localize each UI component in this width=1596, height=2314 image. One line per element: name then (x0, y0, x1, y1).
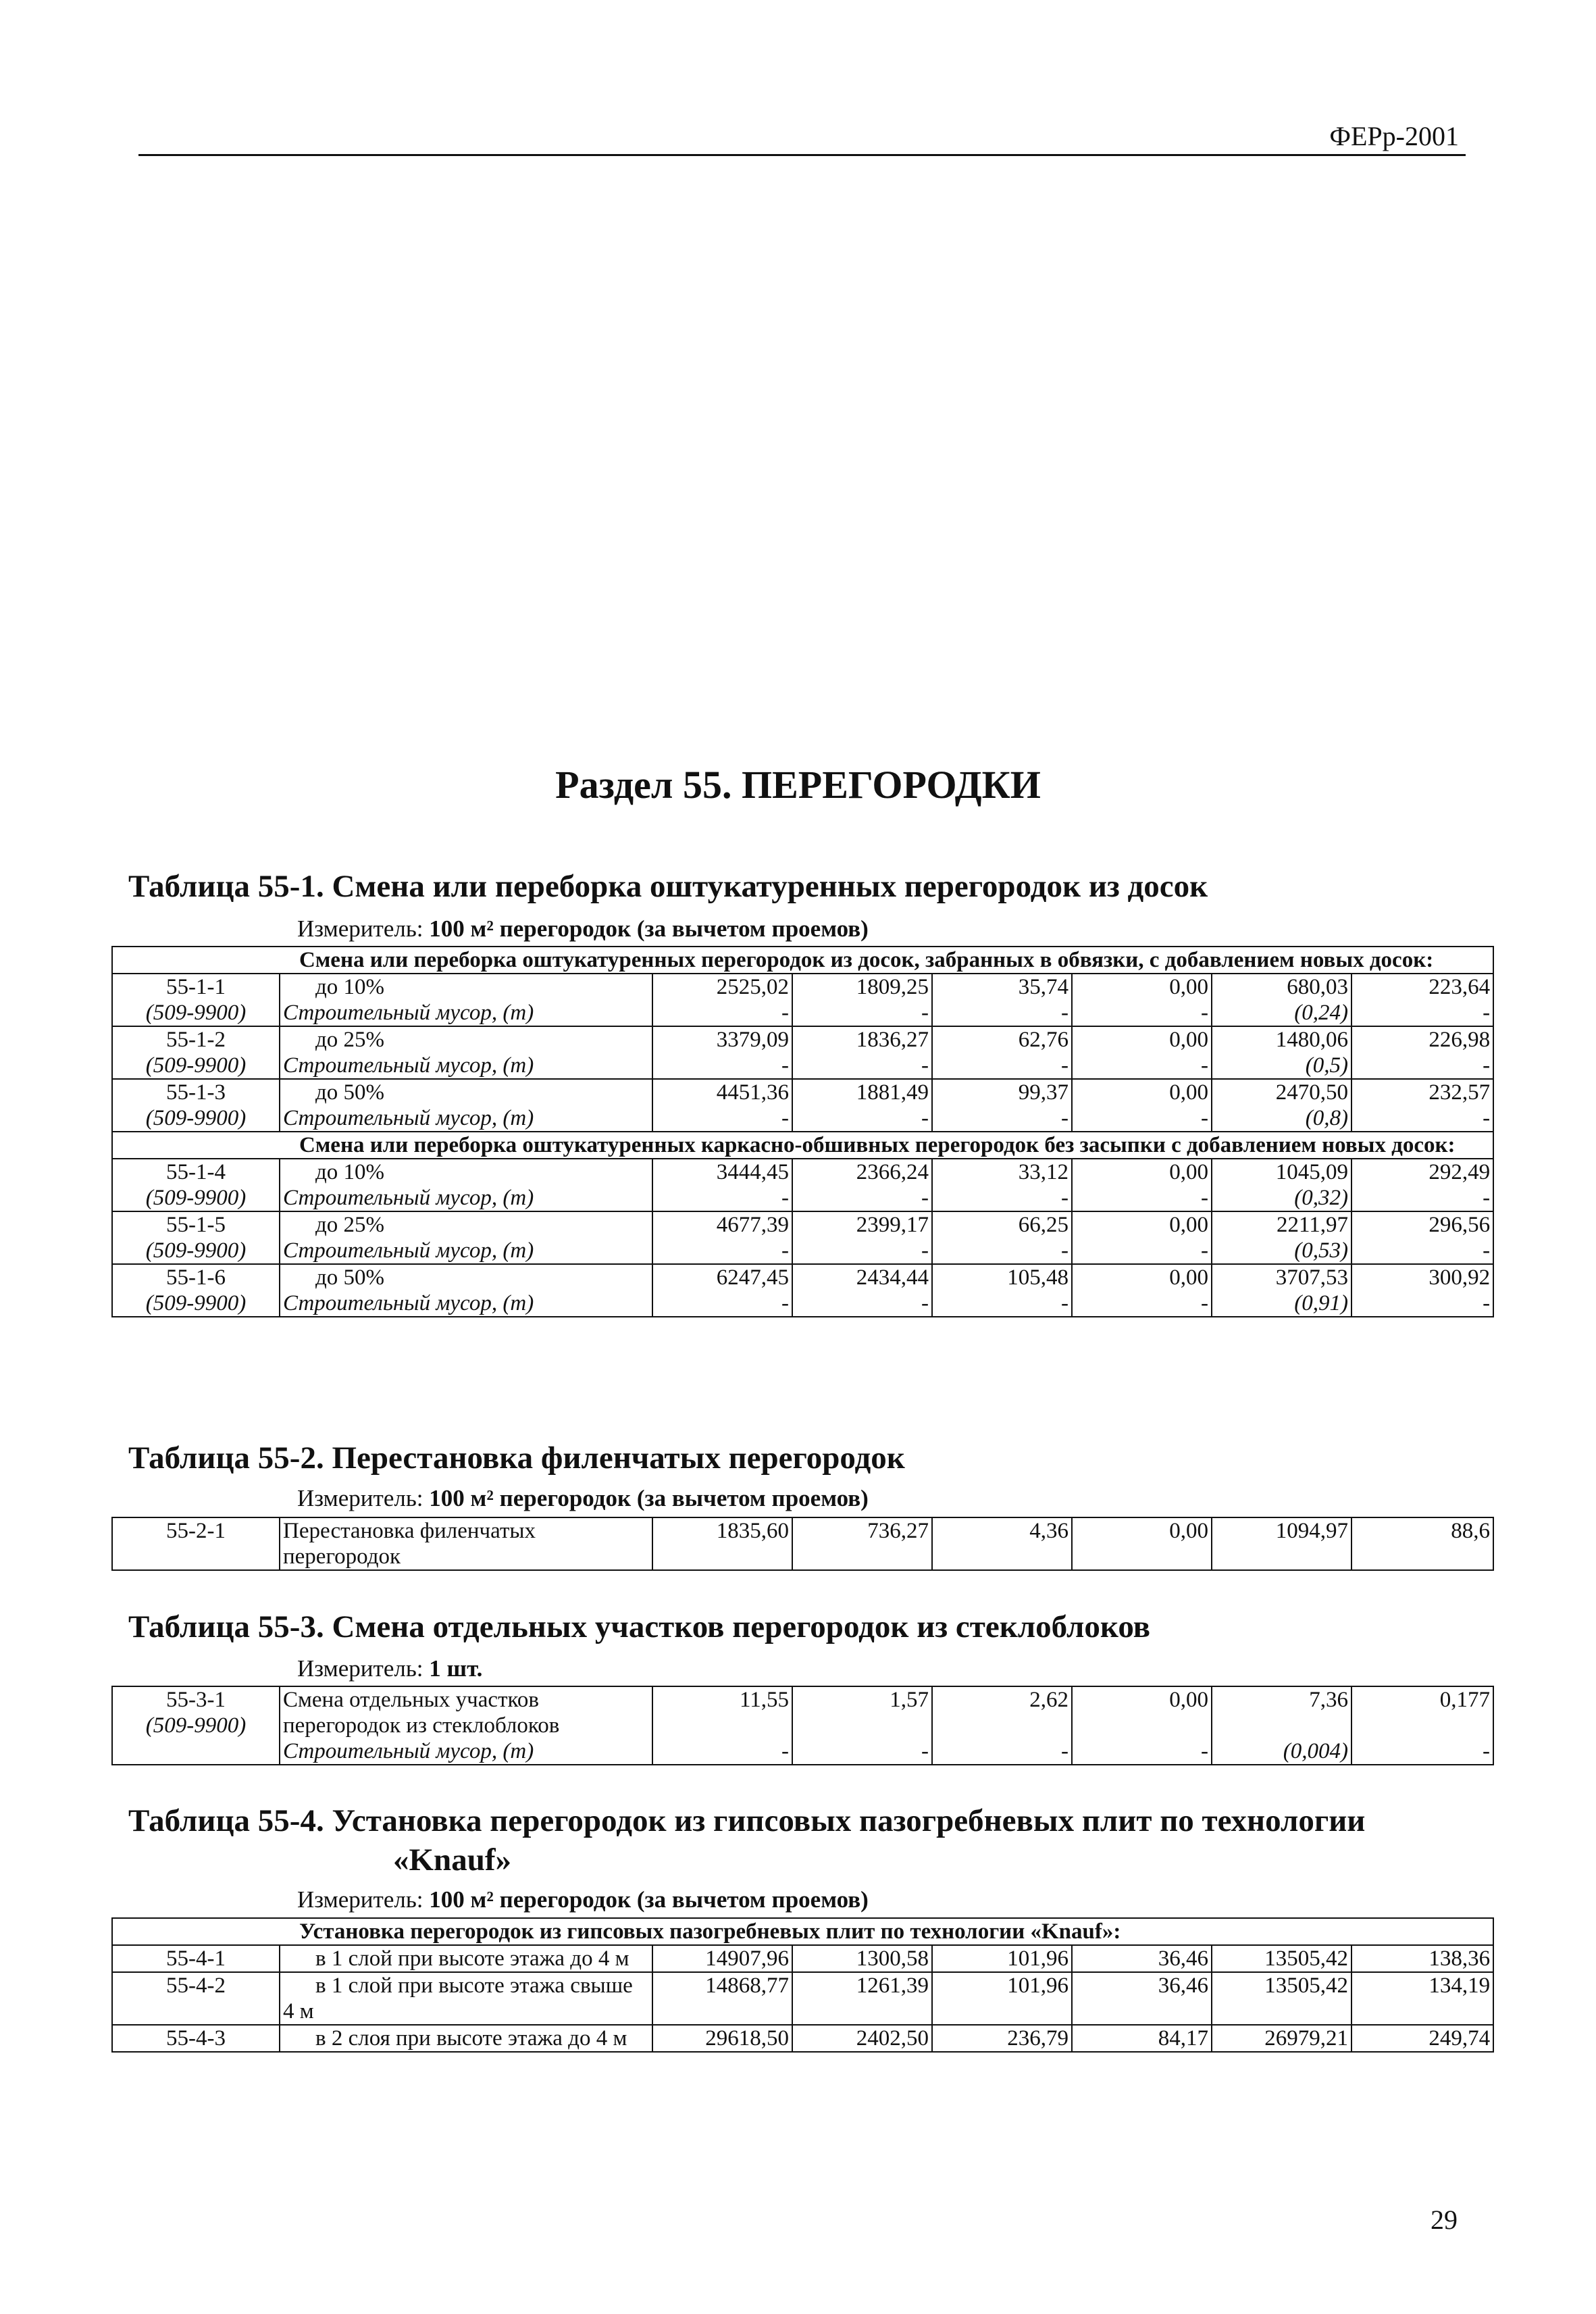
value-cell: 0,00 - (1072, 1079, 1212, 1132)
row-name: до 50% Строительный мусор, (т) (280, 1079, 652, 1132)
value-cell: 226,98 - (1352, 1026, 1493, 1079)
row-code: 55-1-3 (509-9900) (112, 1079, 280, 1132)
value-cell: 62,76 - (932, 1026, 1072, 1079)
meter-line (297, 1485, 869, 1512)
value-cell: 249,74 (1352, 2025, 1493, 2052)
value-cell: 0,00 (1072, 1517, 1212, 1570)
value-cell: 1094,97 (1212, 1517, 1352, 1570)
row-code: 55-4-1 (112, 1945, 280, 1972)
table-title: Таблица 55-4. Установка перегородок из гипсовых пазогребневых плит по технологии (128, 1803, 1366, 1838)
value-cell: 1809,25 - (792, 974, 932, 1026)
meter-value: 100 м² перегородок (за вычетом проемов) (429, 1886, 869, 1913)
section-title: Раздел 55. ПЕРЕГОРОДКИ (555, 763, 1041, 807)
table-55-3 (111, 1686, 1494, 1765)
value-cell: 4,36 (932, 1517, 1072, 1570)
row-name: до 10% Строительный мусор, (т) (280, 974, 652, 1026)
table-title: Таблица 55-3. Смена отдельных участков перегородок из стеклоблоков (128, 1609, 1151, 1644)
value-cell: 84,17 (1072, 2025, 1212, 2052)
value-cell: 3379,09 - (652, 1026, 792, 1079)
row-code: 55-1-2 (509-9900) (112, 1026, 280, 1079)
value-cell: 134,19 (1352, 1972, 1493, 2025)
table-row (112, 1517, 1493, 1570)
table-55-1 (111, 946, 1494, 1317)
group-heading-row (112, 1132, 1493, 1159)
value-cell: 2525,02 - (652, 974, 792, 1026)
table-row (112, 1159, 1493, 1211)
group-heading: Установка перегородок из гипсовых пазогребневых плит по технологии «Knauf»: (112, 1918, 1493, 1945)
value-cell: 0,177 - (1352, 1686, 1493, 1765)
value-cell: 7,36 (0,004) (1212, 1686, 1352, 1765)
value-cell: 1836,27 - (792, 1026, 932, 1079)
row-code: 55-4-3 (112, 2025, 280, 2052)
value-cell: 292,49 - (1352, 1159, 1493, 1211)
row-name: до 25% Строительный мусор, (т) (280, 1211, 652, 1264)
row-code: 55-1-1 (509-9900) (112, 974, 280, 1026)
row-name: в 2 слоя при высоте этажа до 4 м (280, 2025, 652, 2052)
meter-value: 100 м² перегородок (за вычетом проемов) (429, 915, 869, 942)
value-cell: 0,00 - (1072, 974, 1212, 1026)
value-cell: 0,00 - (1072, 1686, 1212, 1765)
value-cell: 2366,24 - (792, 1159, 932, 1211)
value-cell: 1835,60 (652, 1517, 792, 1570)
table-row (112, 1972, 1493, 2025)
value-cell: 6247,45 - (652, 1264, 792, 1317)
value-cell: 1,57 - (792, 1686, 932, 1765)
meter-label: Измеритель: (297, 915, 423, 942)
value-cell: 1480,06 (0,5) (1212, 1026, 1352, 1079)
value-cell: 0,00 - (1072, 1264, 1212, 1317)
group-heading: Смена или переборка оштукатуренных перегородок из досок, забранных в обвязки, с добавлением новых досок: (112, 947, 1493, 974)
value-cell: 296,56 - (1352, 1211, 1493, 1264)
value-cell: 736,27 (792, 1517, 932, 1570)
meter-value: 100 м² перегородок (за вычетом проемов) (429, 1485, 869, 1511)
value-cell: 232,57 - (1352, 1079, 1493, 1132)
value-cell: 14868,77 (652, 1972, 792, 2025)
value-cell: 14907,96 (652, 1945, 792, 1972)
group-heading: Смена или переборка оштукатуренных каркасно-обшивных перегородок без засыпки с добавлением новых досок: (112, 1132, 1493, 1159)
row-name: до 25% Строительный мусор, (т) (280, 1026, 652, 1079)
meter-label: Измеритель: (297, 1655, 423, 1682)
row-code: 55-1-6 (509-9900) (112, 1264, 280, 1317)
value-cell: 1261,39 (792, 1972, 932, 2025)
value-cell: 2,62 - (932, 1686, 1072, 1765)
table-title: Таблица 55-1. Смена или переборка оштукатуренных перегородок из досок (128, 869, 1208, 904)
value-cell: 0,00 - (1072, 1159, 1212, 1211)
table-row (112, 1686, 1493, 1765)
value-cell: 101,96 (932, 1945, 1072, 1972)
table-row (112, 1079, 1493, 1132)
meter-line (297, 915, 869, 942)
value-cell: 36,46 (1072, 1972, 1212, 2025)
value-cell: 35,74 - (932, 974, 1072, 1026)
row-name: Смена отдельных участков перегородок из стеклоблоков Строительный мусор, (т) (280, 1686, 652, 1765)
row-name: в 1 слой при высоте этажа до 4 м (280, 1945, 652, 1972)
table-55-4 (111, 1917, 1494, 2053)
value-cell: 4451,36 - (652, 1079, 792, 1132)
value-cell: 223,64 - (1352, 974, 1493, 1026)
value-cell: 66,25 - (932, 1211, 1072, 1264)
table-row (112, 1945, 1493, 1972)
value-cell: 2434,44 - (792, 1264, 932, 1317)
table-title: Таблица 55-2. Перестановка филенчатых перегородок (128, 1440, 905, 1476)
value-cell: 3444,45 - (652, 1159, 792, 1211)
value-cell: 3707,53 (0,91) (1212, 1264, 1352, 1317)
table-row (112, 2025, 1493, 2052)
table-row (112, 1211, 1493, 1264)
value-cell: 2211,97 (0,53) (1212, 1211, 1352, 1264)
value-cell: 236,79 (932, 2025, 1072, 2052)
value-cell: 4677,39 - (652, 1211, 792, 1264)
row-code: 55-2-1 (112, 1517, 280, 1570)
value-cell: 138,36 (1352, 1945, 1493, 1972)
value-cell: 101,96 (932, 1972, 1072, 2025)
document-code: ФЕРр-2001 (1329, 121, 1459, 151)
value-cell: 1881,49 - (792, 1079, 932, 1132)
page-number: 29 (1431, 2205, 1458, 2235)
row-name: в 1 слой при высоте этажа свыше 4 м (280, 1972, 652, 2025)
value-cell: 680,03 (0,24) (1212, 974, 1352, 1026)
value-cell: 2402,50 (792, 2025, 932, 2052)
value-cell: 0,00 - (1072, 1026, 1212, 1079)
table-row (112, 1264, 1493, 1317)
row-name: до 50% Строительный мусор, (т) (280, 1264, 652, 1317)
meter-label: Измеритель: (297, 1886, 423, 1913)
value-cell: 99,37 - (932, 1079, 1072, 1132)
value-cell: 2399,17 - (792, 1211, 932, 1264)
value-cell: 11,55 - (652, 1686, 792, 1765)
value-cell: 300,92 - (1352, 1264, 1493, 1317)
row-name: до 10% Строительный мусор, (т) (280, 1159, 652, 1211)
meter-line (297, 1655, 482, 1682)
row-code: 55-1-5 (509-9900) (112, 1211, 280, 1264)
group-heading-row (112, 1918, 1493, 1945)
value-cell: 29618,50 (652, 2025, 792, 2052)
row-name: Перестановка филенчатых перегородок (280, 1517, 652, 1570)
row-code: 55-4-2 (112, 1972, 280, 2025)
table-55-2 (111, 1517, 1494, 1571)
value-cell: 36,46 (1072, 1945, 1212, 1972)
value-cell: 105,48 - (932, 1264, 1072, 1317)
table-row (112, 1026, 1493, 1079)
value-cell: 88,6 (1352, 1517, 1493, 1570)
meter-line (297, 1886, 869, 1913)
value-cell: 2470,50 (0,8) (1212, 1079, 1352, 1132)
value-cell: 13505,42 (1212, 1972, 1352, 2025)
meter-value: 1 шт. (429, 1655, 483, 1682)
table-row (112, 974, 1493, 1026)
value-cell: 0,00 - (1072, 1211, 1212, 1264)
table-title-continued: «Knauf» (393, 1842, 511, 1878)
meter-label: Измеритель: (297, 1485, 423, 1511)
value-cell: 1300,58 (792, 1945, 932, 1972)
row-code: 55-3-1 (509-9900) (112, 1686, 280, 1765)
row-code: 55-1-4 (509-9900) (112, 1159, 280, 1211)
group-heading-row (112, 947, 1493, 974)
value-cell: 13505,42 (1212, 1945, 1352, 1972)
value-cell: 33,12 - (932, 1159, 1072, 1211)
value-cell: 1045,09 (0,32) (1212, 1159, 1352, 1211)
page-header (138, 115, 1466, 156)
value-cell: 26979,21 (1212, 2025, 1352, 2052)
